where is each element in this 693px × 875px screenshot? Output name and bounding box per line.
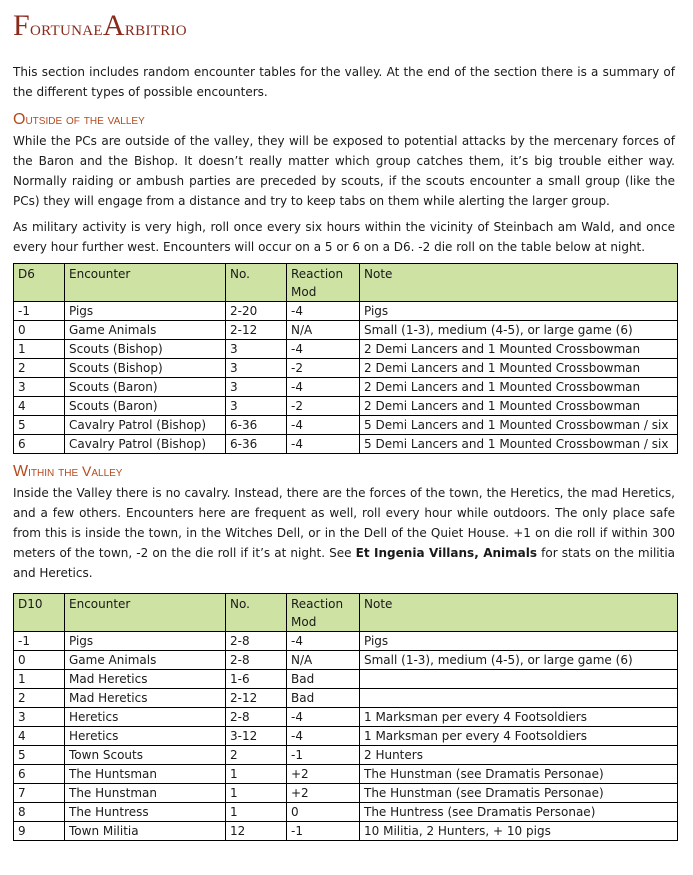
table-row xyxy=(14,378,678,397)
header-cell: Reaction Mod xyxy=(287,264,360,302)
table-cell: 0 xyxy=(14,321,65,340)
table-cell: Town Scouts xyxy=(65,746,226,765)
table-cell: 3-12 xyxy=(226,727,287,746)
table-cell: Scouts (Baron) xyxy=(65,397,226,416)
header-cell: D10 xyxy=(14,594,65,632)
table-cell: 2 Demi Lancers and 1 Mounted Crossbowman xyxy=(360,340,678,359)
table-cell: -1 xyxy=(287,746,360,765)
table-row xyxy=(14,321,678,340)
table-cell: The Hunstman (see Dramatis Personae) xyxy=(360,765,678,784)
table-row xyxy=(14,689,678,708)
header-cell: Reaction Mod xyxy=(287,594,360,632)
table-cell: Pigs xyxy=(65,302,226,321)
table-cell: 3 xyxy=(14,378,65,397)
table-cell: 4 xyxy=(14,397,65,416)
page-title: FortunaeArbitrio xyxy=(13,9,187,42)
table-cell: N/A xyxy=(287,321,360,340)
table-cell: 2 xyxy=(14,689,65,708)
table-cell: Scouts (Bishop) xyxy=(65,359,226,378)
table-cell xyxy=(360,689,678,708)
table-cell: Scouts (Baron) xyxy=(65,378,226,397)
table-row xyxy=(14,784,678,803)
header-cell: Note xyxy=(360,594,678,632)
table-cell: 2 Demi Lancers and 1 Mounted Crossbowman xyxy=(360,359,678,378)
table-cell: 7 xyxy=(14,784,65,803)
table-cell: 2-8 xyxy=(226,632,287,651)
table-cell: 5 xyxy=(14,746,65,765)
table-cell: -4 xyxy=(287,302,360,321)
header-cell: No. xyxy=(226,594,287,632)
table-cell: Bad xyxy=(287,670,360,689)
table-row xyxy=(14,340,678,359)
table-cell: 6-36 xyxy=(226,435,287,454)
table-cell: Mad Heretics xyxy=(65,689,226,708)
table-cell: -1 xyxy=(14,632,65,651)
document-page xyxy=(13,8,675,841)
table-cell: 12 xyxy=(226,822,287,841)
table-cell: 1 xyxy=(226,784,287,803)
table-row xyxy=(14,651,678,670)
table-cell: 2 xyxy=(226,746,287,765)
table-cell: 6-36 xyxy=(226,416,287,435)
table-cell: -4 xyxy=(287,340,360,359)
table-row xyxy=(14,746,678,765)
table-cell: Cavalry Patrol (Bishop) xyxy=(65,416,226,435)
table-cell: 1-6 xyxy=(226,670,287,689)
table-header-row xyxy=(14,264,678,302)
table-cell: 2 Hunters xyxy=(360,746,678,765)
table-cell: The Huntress xyxy=(65,803,226,822)
table-cell: Mad Heretics xyxy=(65,670,226,689)
section-outside-paragraph-1: While the PCs are outside of the valley, they will be exposed to potential attacks by the mercenary forces of the Baron and the Bishop. It doesn’t really matter which group catches them, it’s big trouble either way. Normally raiding or ambush parties are preceded by scouts, if the scouts encounter a small group (like the PCs) they will engage from a distance and try to keep tabs on them while alerting the larger group. xyxy=(13,134,675,208)
table-cell: Game Animals xyxy=(65,651,226,670)
table-cell: 10 Militia, 2 Hunters, + 10 pigs xyxy=(360,822,678,841)
table-cell: Heretics xyxy=(65,727,226,746)
table-row xyxy=(14,708,678,727)
table-cell: -4 xyxy=(287,632,360,651)
table-cell: -2 xyxy=(287,359,360,378)
table-cell: The Huntress (see Dramatis Personae) xyxy=(360,803,678,822)
table-cell: Scouts (Bishop) xyxy=(65,340,226,359)
table-row xyxy=(14,397,678,416)
table-cell: 6 xyxy=(14,765,65,784)
table-cell: 2-12 xyxy=(226,689,287,708)
table-row xyxy=(14,359,678,378)
table-row xyxy=(14,302,678,321)
section-heading-within: Within the Valley xyxy=(13,463,123,480)
table-cell: The Hunstman (see Dramatis Personae) xyxy=(360,784,678,803)
table-row xyxy=(14,822,678,841)
table-cell: 3 xyxy=(226,397,287,416)
cross-reference: Et Ingenia Villans, Animals xyxy=(355,546,538,560)
table-cell: The Hunstman xyxy=(65,784,226,803)
header-cell: Encounter xyxy=(65,594,226,632)
table-cell: Town Militia xyxy=(65,822,226,841)
table-cell: -2 xyxy=(287,397,360,416)
table-cell: 2 Demi Lancers and 1 Mounted Crossbowman xyxy=(360,378,678,397)
table-row xyxy=(14,632,678,651)
table-cell: 5 Demi Lancers and 1 Mounted Crossbowman / six xyxy=(360,416,678,435)
table-cell: 3 xyxy=(14,708,65,727)
table-cell: 4 xyxy=(14,727,65,746)
section-within-paragraph: Inside the Valley there is no cavalry. Instead, there are the forces of the town, the Heretics, the mad Heretics, and a few others. Encounters here are frequent as well, roll every hour while outdoors. The only place safe from this is inside the town, in the Witches Dell, or in the Dell of the Quiet House. +1 on die roll if within 300 meters of the town, -2 on the die roll if it’s at night. See Et Ingenia Villans, Animals for stats on the militia and Heretics. xyxy=(13,486,676,580)
encounter-table-outside xyxy=(13,263,678,454)
table-row xyxy=(14,670,678,689)
table-cell: -4 xyxy=(287,435,360,454)
table-cell: 0 xyxy=(287,803,360,822)
table-cell: 3 xyxy=(226,340,287,359)
section-heading-outside: Outside of the valley xyxy=(13,111,145,128)
table-cell: 3 xyxy=(226,359,287,378)
table-cell: Pigs xyxy=(360,632,678,651)
table-cell: 1 Marksman per every 4 Footsoldiers xyxy=(360,727,678,746)
table-cell xyxy=(360,670,678,689)
table-cell: 2-12 xyxy=(226,321,287,340)
table-cell: 1 Marksman per every 4 Footsoldiers xyxy=(360,708,678,727)
header-cell: Note xyxy=(360,264,678,302)
table-cell: 2-8 xyxy=(226,708,287,727)
table-cell: Cavalry Patrol (Bishop) xyxy=(65,435,226,454)
header-cell: No. xyxy=(226,264,287,302)
table-cell: N/A xyxy=(287,651,360,670)
table-cell: Game Animals xyxy=(65,321,226,340)
table-cell: Pigs xyxy=(65,632,226,651)
table-row xyxy=(14,435,678,454)
table-cell: Small (1-3), medium (4-5), or large game (6) xyxy=(360,651,678,670)
table-cell: 2 Demi Lancers and 1 Mounted Crossbowman xyxy=(360,397,678,416)
table-cell: -1 xyxy=(14,302,65,321)
table-cell: The Huntsman xyxy=(65,765,226,784)
section-outside-paragraph-2: As military activity is very high, roll once every six hours within the vicinity of Steinbach am Wald, and once every hour further west. Encounters will occur on a 5 or 6 on a D6. -2 die roll on the table below at night. xyxy=(13,220,675,254)
table-cell: 8 xyxy=(14,803,65,822)
table-cell: 5 Demi Lancers and 1 Mounted Crossbowman / six xyxy=(360,435,678,454)
table-cell: -4 xyxy=(287,708,360,727)
table-cell: 1 xyxy=(226,803,287,822)
table-cell: -4 xyxy=(287,416,360,435)
table-cell: -1 xyxy=(287,822,360,841)
table-cell: 1 xyxy=(226,765,287,784)
table-row xyxy=(14,727,678,746)
table-cell: Bad xyxy=(287,689,360,708)
table-cell: Small (1-3), medium (4-5), or large game (6) xyxy=(360,321,678,340)
table-cell: Heretics xyxy=(65,708,226,727)
intro-paragraph: This section includes random encounter tables for the valley. At the end of the section there is a summary of the different types of possible encounters. xyxy=(13,65,675,99)
table-row xyxy=(14,765,678,784)
table-cell: 6 xyxy=(14,435,65,454)
table-cell: 2 xyxy=(14,359,65,378)
table-cell: 3 xyxy=(226,378,287,397)
table-cell: 1 xyxy=(14,340,65,359)
table-cell: -4 xyxy=(287,378,360,397)
table-cell: 2-20 xyxy=(226,302,287,321)
table-cell: -4 xyxy=(287,727,360,746)
table-cell: +2 xyxy=(287,784,360,803)
table-cell: Pigs xyxy=(360,302,678,321)
encounter-table-within xyxy=(13,593,678,841)
table-cell: 1 xyxy=(14,670,65,689)
table-cell: 9 xyxy=(14,822,65,841)
table-row xyxy=(14,803,678,822)
header-cell: D6 xyxy=(14,264,65,302)
table-cell: +2 xyxy=(287,765,360,784)
header-cell: Encounter xyxy=(65,264,226,302)
table-cell: 5 xyxy=(14,416,65,435)
table-cell: 2-8 xyxy=(226,651,287,670)
table-header-row xyxy=(14,594,678,632)
table-cell: 0 xyxy=(14,651,65,670)
table-row xyxy=(14,416,678,435)
